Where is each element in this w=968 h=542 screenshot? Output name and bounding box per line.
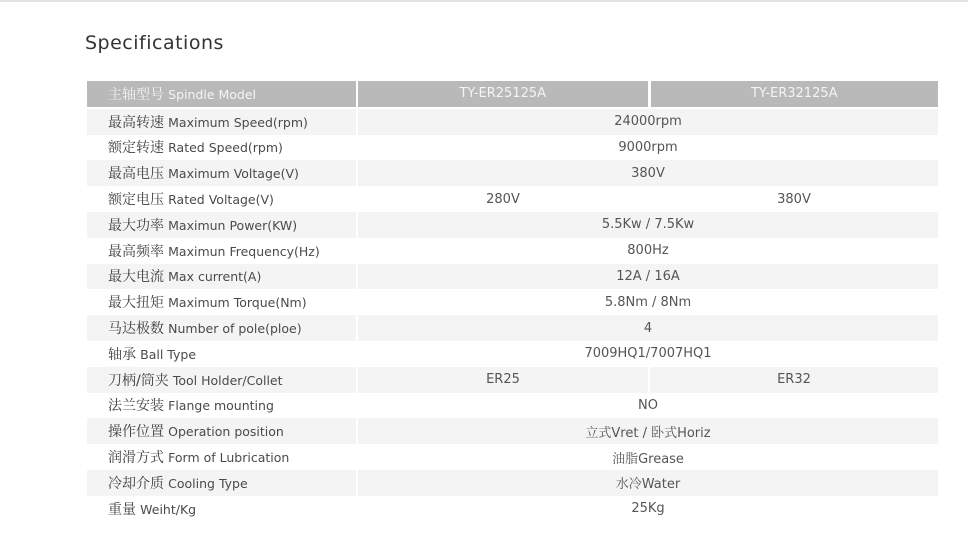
table-row	[87, 186, 938, 212]
row-label	[87, 341, 357, 367]
table-row	[87, 238, 938, 264]
row-value: 油脂Grease	[357, 444, 938, 470]
row-label-cn: 重量	[108, 501, 136, 518]
row-label-en: Flange mounting	[168, 398, 274, 414]
row-label-en: Maximum Speed(rpm)	[168, 114, 308, 130]
table-row	[87, 367, 938, 393]
row-label	[87, 289, 357, 315]
row-label-en: Weiht/Kg	[140, 501, 197, 517]
row-value: 5.5Kw / 7.5Kw	[357, 212, 938, 238]
table-row	[87, 264, 938, 290]
row-label-en: Maximum Voltage(V)	[168, 166, 299, 182]
row-value: 水冷Water	[357, 470, 938, 496]
row-value: 4	[357, 315, 938, 341]
header-label-cell	[87, 81, 357, 108]
row-label	[87, 496, 357, 522]
row-label-cn: 马达极数	[108, 321, 164, 338]
row-value: 9000rpm	[357, 135, 938, 161]
row-label-en: Form of Lubrication	[168, 450, 290, 466]
table-header-row	[87, 81, 938, 108]
table-row	[87, 212, 938, 238]
table-row	[87, 496, 938, 522]
row-label-cn: 最高转速	[108, 114, 164, 131]
row-label-cn: 冷却介质	[108, 475, 164, 492]
row-label-cn: 操作位置	[108, 424, 164, 441]
row-value: 25Kg	[357, 496, 938, 522]
table-row	[87, 315, 938, 341]
row-label-en: Number of pole(ploe)	[168, 321, 302, 337]
row-label-cn: 刀柄/筒夹	[108, 372, 169, 389]
row-value-model-1: ER25	[357, 367, 649, 393]
table-row	[87, 108, 938, 135]
row-value: 立式Vret / 卧式Horiz	[357, 418, 938, 444]
row-label	[87, 444, 357, 470]
row-label-en: Rated Voltage(V)	[168, 192, 274, 208]
row-label-en: Maximun Frequency(Hz)	[168, 243, 320, 259]
row-label	[87, 135, 357, 161]
row-label-cn: 最大扭矩	[108, 295, 164, 312]
header-label-cn: 主轴型号	[108, 86, 164, 103]
row-label-cn: 最高频率	[108, 243, 164, 260]
row-label-cn: 最大功率	[108, 217, 164, 234]
table-row	[87, 393, 938, 419]
row-label	[87, 108, 357, 135]
row-label-en: Maximum Torque(Nm)	[168, 295, 307, 311]
row-value: 7009HQ1/7007HQ1	[357, 341, 938, 367]
row-label-cn: 最大电流	[108, 269, 164, 286]
row-label	[87, 393, 357, 419]
row-value: 800Hz	[357, 238, 938, 264]
table-row	[87, 470, 938, 496]
row-label	[87, 315, 357, 341]
row-value: 5.8Nm / 8Nm	[357, 289, 938, 315]
row-label-en: Rated Speed(rpm)	[168, 140, 283, 156]
row-label	[87, 238, 357, 264]
table-row	[87, 444, 938, 470]
row-label	[87, 212, 357, 238]
row-value: 12A / 16A	[357, 264, 938, 290]
row-label-en: Maximun Power(KW)	[168, 217, 298, 233]
header-label-en: Spindle Model	[168, 86, 257, 102]
header-model-2: TY-ER32125A	[649, 81, 938, 108]
row-label	[87, 470, 357, 496]
row-label-en: Max current(A)	[168, 269, 262, 285]
page-title: Specifications	[85, 32, 224, 54]
row-label-en: Cooling Type	[168, 475, 248, 491]
row-label	[87, 418, 357, 444]
top-divider	[0, 0, 968, 2]
table-row	[87, 418, 938, 444]
row-label-cn: 轴承	[108, 346, 136, 363]
row-label-cn: 额定电压	[108, 192, 164, 209]
row-value: 24000rpm	[357, 108, 938, 135]
table-row	[87, 135, 938, 161]
row-label-en: Operation position	[168, 424, 284, 440]
row-label-cn: 法兰安装	[108, 398, 164, 415]
row-value: NO	[357, 393, 938, 419]
row-label-en: Ball Type	[140, 346, 197, 362]
row-value-model-1: 280V	[357, 186, 649, 212]
row-label-cn: 最高电压	[108, 166, 164, 183]
row-value: 380V	[357, 160, 938, 186]
row-label-en: Tool Holder/Collet	[172, 372, 283, 388]
row-label	[87, 160, 357, 186]
row-value-model-2: 380V	[649, 186, 938, 212]
table-row	[87, 160, 938, 186]
row-label-cn: 额定转速	[108, 140, 164, 157]
header-model-1: TY-ER25125A	[357, 81, 649, 108]
row-value-model-2: ER32	[649, 367, 938, 393]
row-label	[87, 264, 357, 290]
specifications-table	[87, 81, 938, 522]
row-label	[87, 367, 357, 393]
row-label	[87, 186, 357, 212]
table-row	[87, 341, 938, 367]
table-row	[87, 289, 938, 315]
row-label-cn: 润滑方式	[108, 450, 164, 467]
